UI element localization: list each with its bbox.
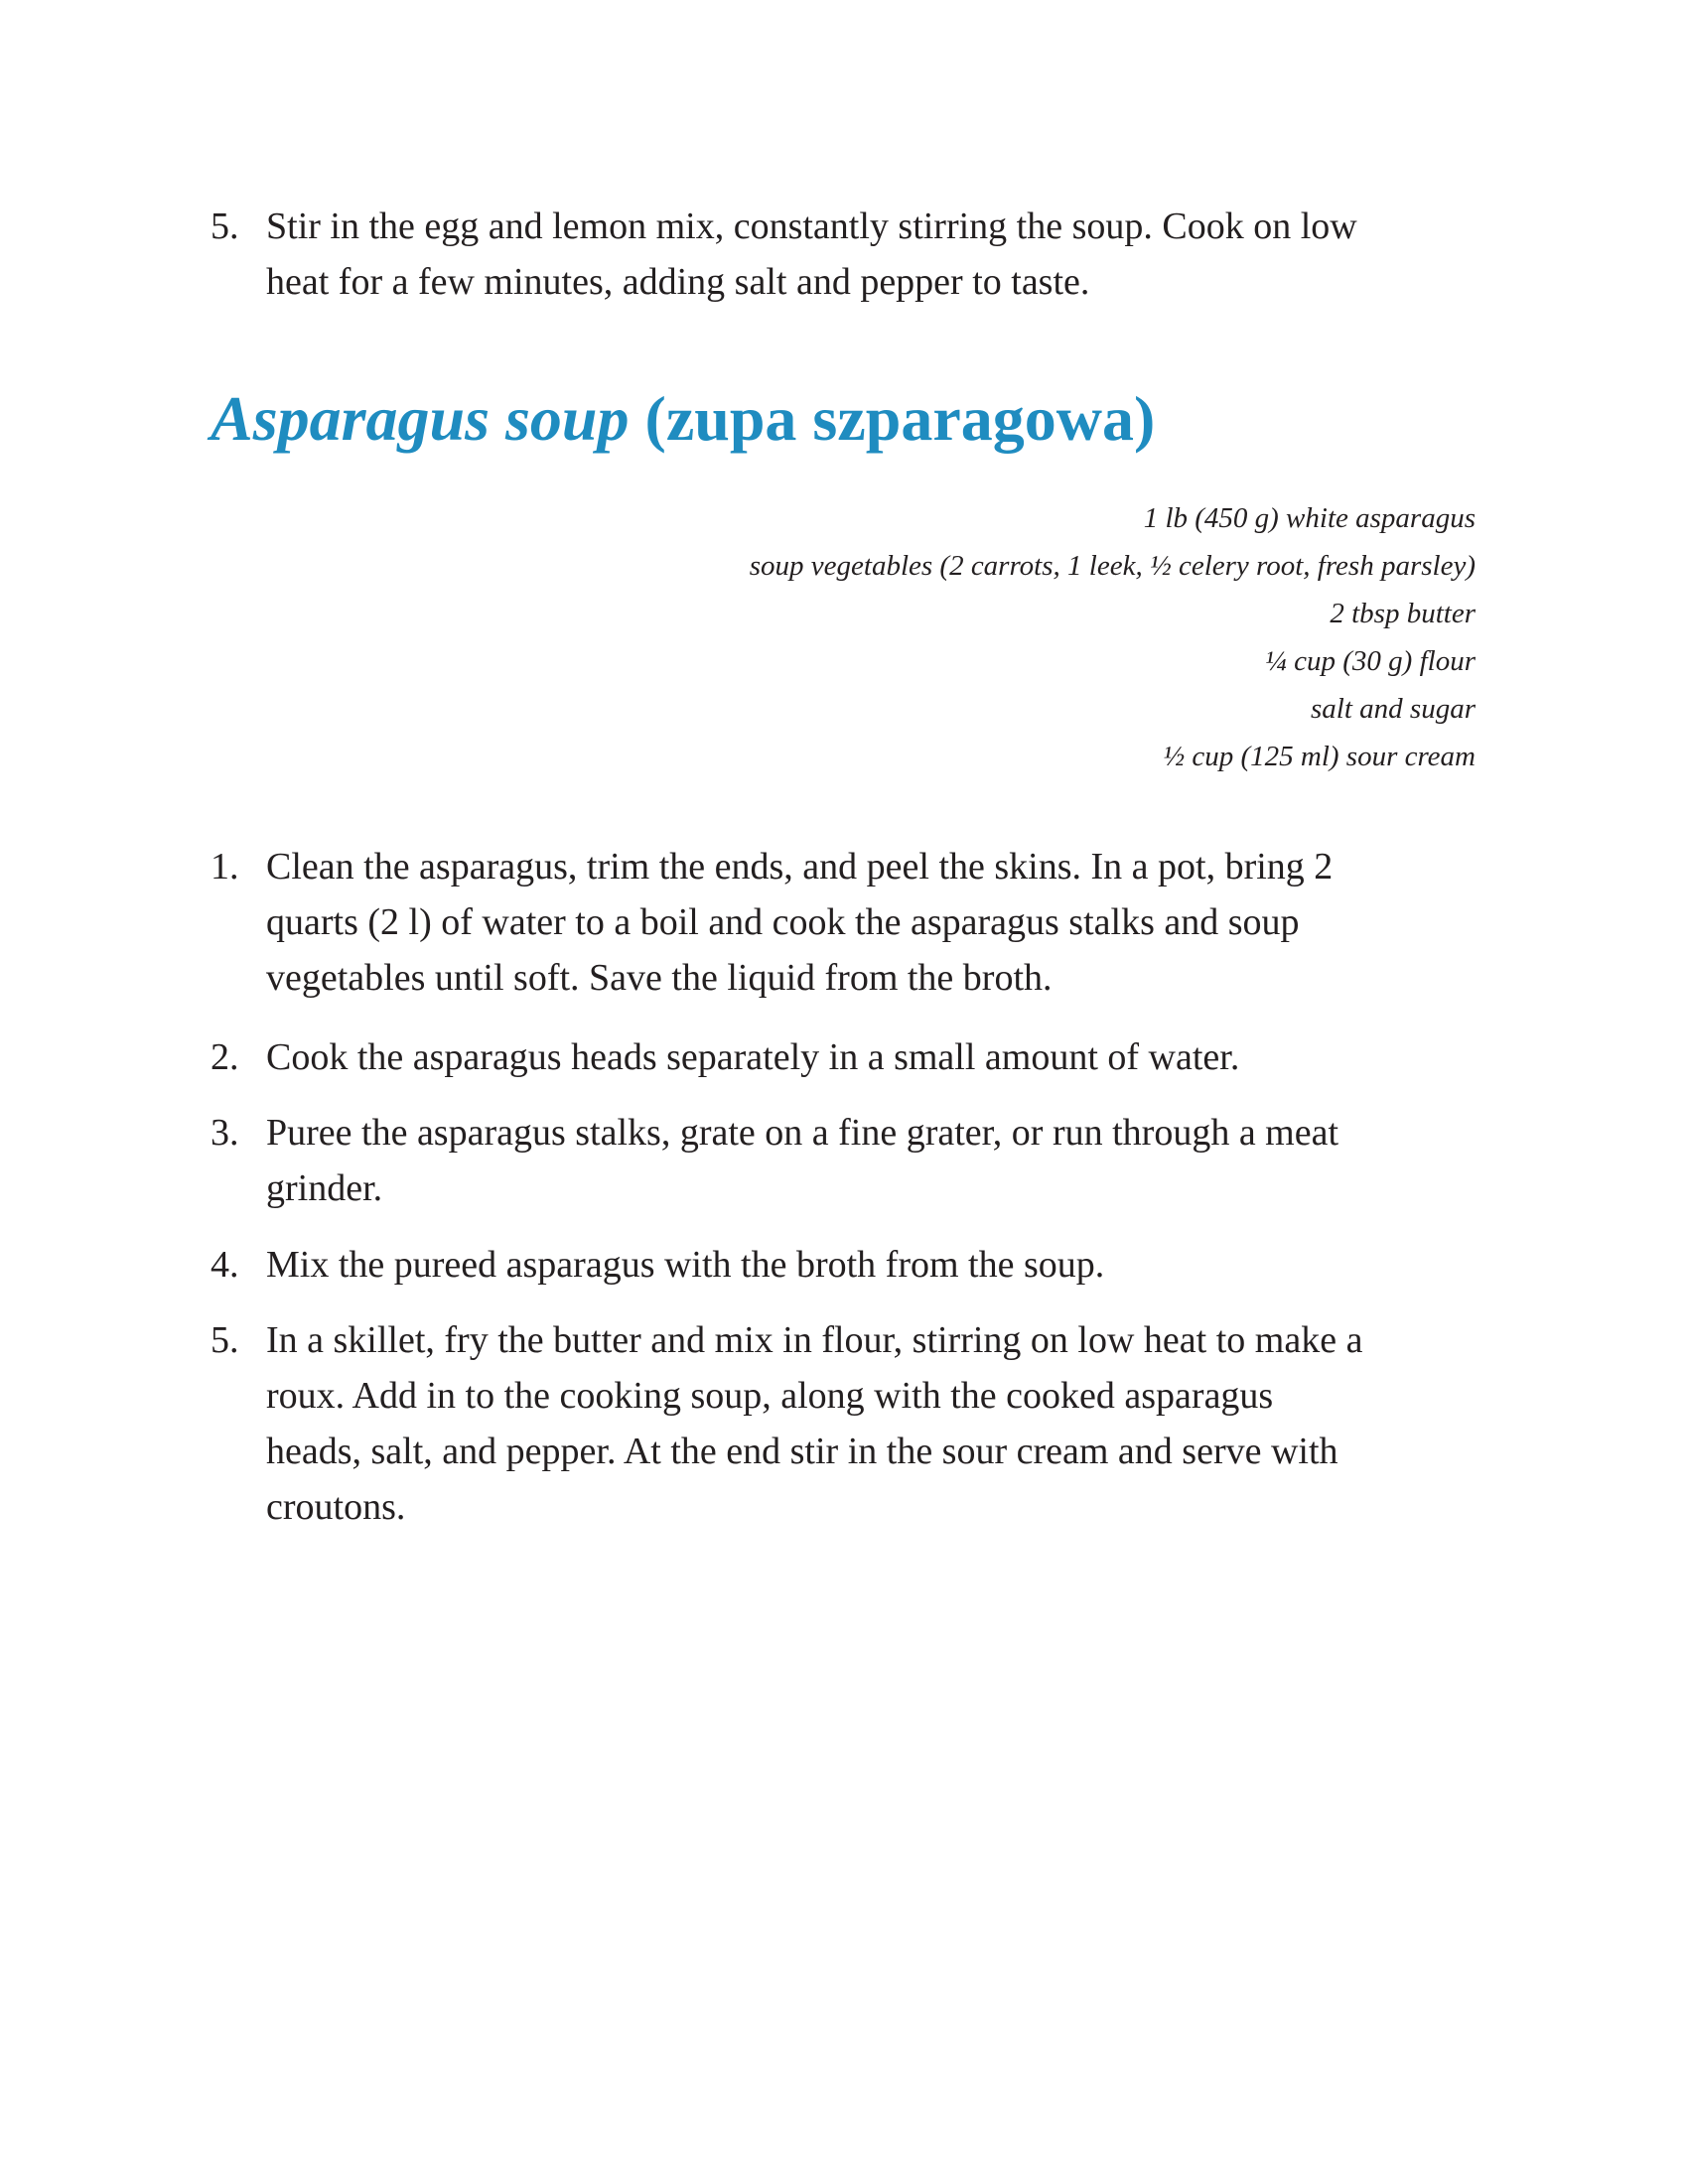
step-text — [266, 199, 1501, 310]
recipe-step-4 — [211, 1237, 1501, 1293]
step-line: grinder. — [266, 1167, 383, 1209]
recipe-step-5 — [211, 1312, 1501, 1535]
step-line: croutons. — [266, 1486, 406, 1528]
ingredient-item: ¼ cup (30 g) flour — [1265, 645, 1476, 677]
step-line: Puree the asparagus stalks, grate on a fine grater, or run through a meat — [266, 1112, 1339, 1154]
recipe-step-1 — [211, 839, 1501, 1006]
step-line: Mix the pureed asparagus with the broth from the soup. — [266, 1244, 1105, 1286]
step-text — [266, 1029, 1501, 1085]
previous-recipe-step-5 — [211, 199, 1501, 310]
step-line: vegetables until soft. Save the liquid from the broth. — [266, 957, 1053, 999]
step-number: 2. — [211, 1036, 239, 1078]
step-number: 5. — [211, 205, 239, 247]
ingredient-item: salt and sugar — [1311, 693, 1476, 725]
ingredient-item: 2 tbsp butter — [1330, 598, 1476, 629]
step-line: roux. Add in to the cooking soup, along with the cooked asparagus — [266, 1375, 1274, 1417]
step-number: 3. — [211, 1112, 239, 1154]
recipe-title-english: Asparagus soup — [211, 383, 630, 454]
step-line: Stir in the egg and lemon mix, constantly stirring the soup. Cook on low — [266, 205, 1357, 247]
step-line: Clean the asparagus, trim the ends, and peel the skins. In a pot, bring 2 — [266, 846, 1334, 887]
recipe-title — [211, 375, 1155, 463]
step-text — [266, 1237, 1501, 1293]
ingredient-item: 1 lb (450 g) white asparagus — [1143, 502, 1476, 534]
recipe-step-3 — [211, 1105, 1501, 1216]
ingredient-item: soup vegetables (2 carrots, 1 leek, ½ celery root, fresh parsley) — [749, 550, 1476, 582]
ingredient-list — [750, 494, 1476, 780]
recipe-step-2 — [211, 1029, 1501, 1085]
step-line: Cook the asparagus heads separately in a small amount of water. — [266, 1036, 1240, 1078]
step-number: 4. — [211, 1244, 239, 1286]
step-line: quarts (2 l) of water to a boil and cook the asparagus stalks and soup — [266, 901, 1300, 943]
recipe-title-polish: (zupa szparagowa) — [644, 383, 1156, 454]
step-line: heat for a few minutes, adding salt and pepper to taste. — [266, 261, 1090, 303]
step-line: heads, salt, and pepper. At the end stir in the sour cream and serve with — [266, 1431, 1338, 1472]
step-number: 5. — [211, 1319, 239, 1361]
step-text — [266, 839, 1501, 1006]
step-text — [266, 1312, 1501, 1535]
step-number: 1. — [211, 846, 239, 887]
step-text — [266, 1105, 1501, 1216]
step-line: In a skillet, fry the butter and mix in flour, stirring on low heat to make a — [266, 1319, 1363, 1361]
ingredient-item: ½ cup (125 ml) sour cream — [1163, 741, 1476, 772]
